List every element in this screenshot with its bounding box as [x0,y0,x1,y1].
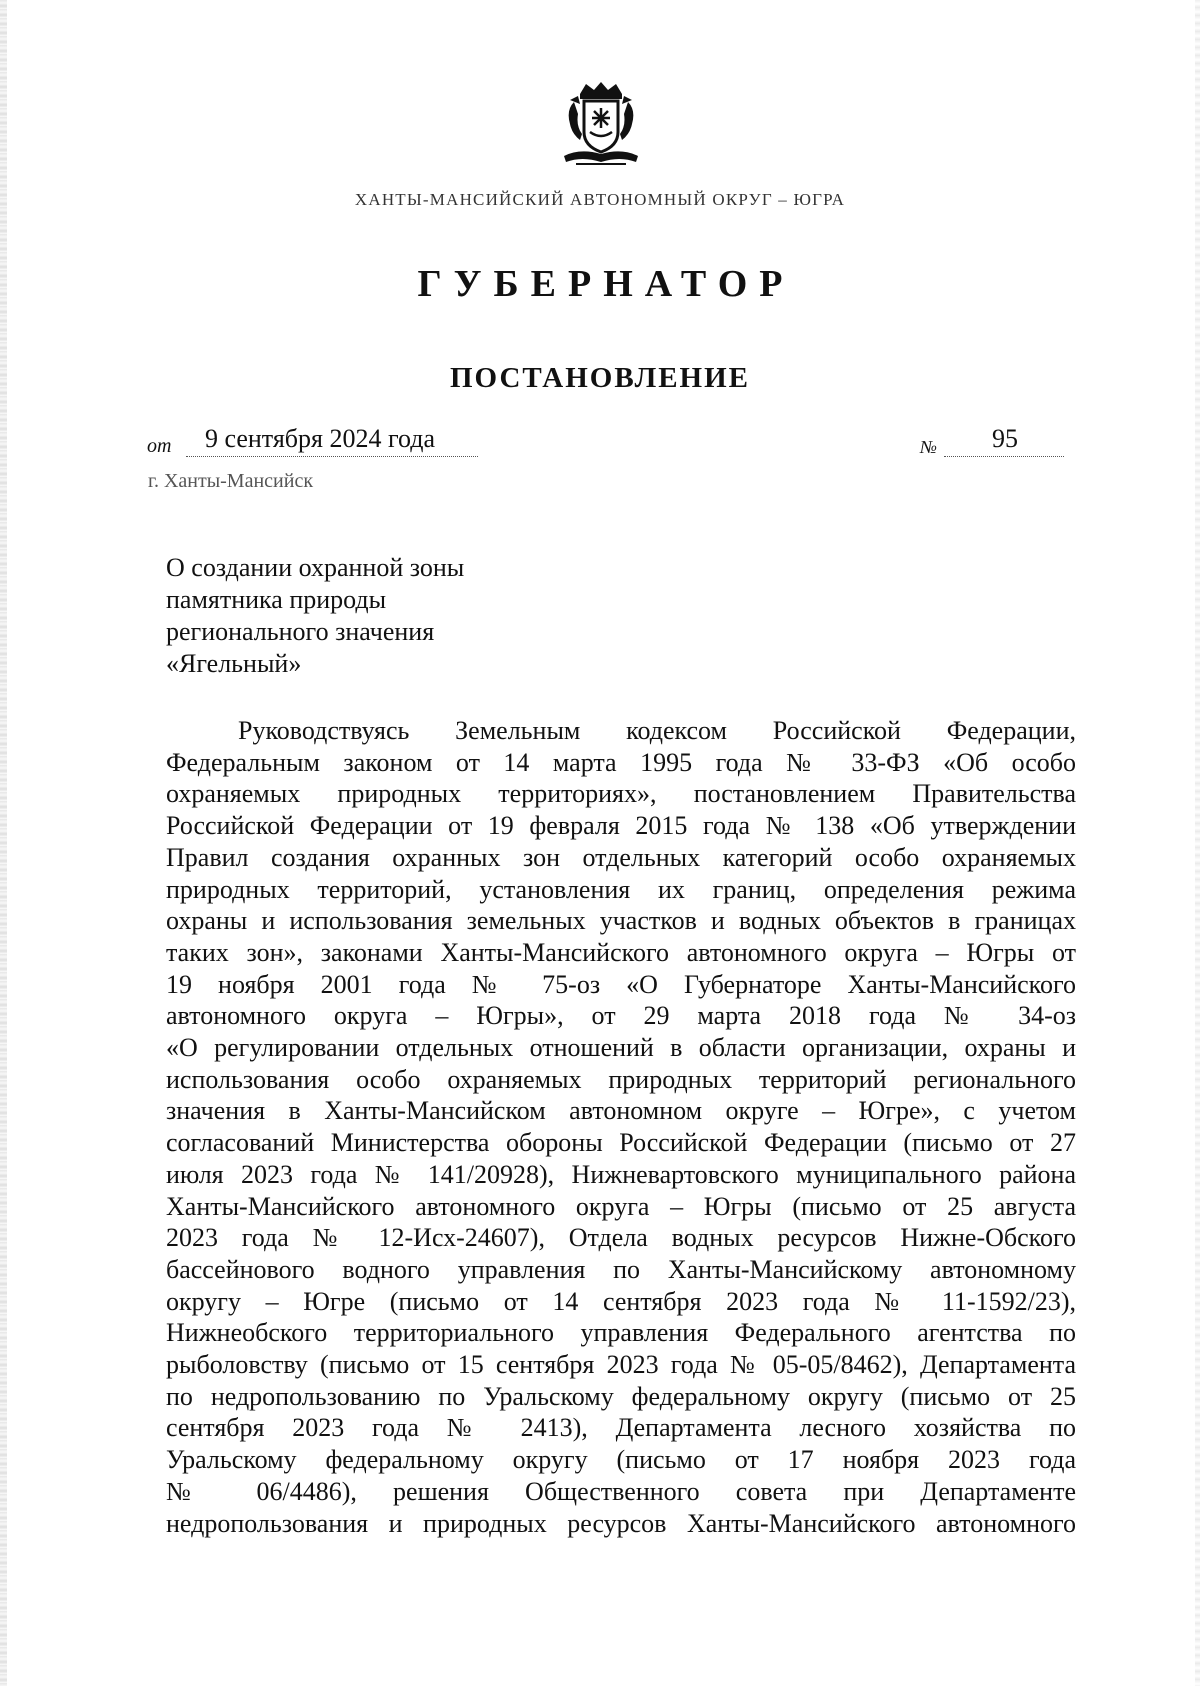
body-line: Ханты-Мансийского автономного округа – Югры (письмо от 25 августа [166,1191,1076,1221]
body-line: округу – Югре (письмо от 14 сентября 2023 года № 11-1592/23), [166,1286,1076,1316]
document-body [166,715,1076,1539]
body-line: охраняемых природных территориях», постановлением Правительства [166,779,1076,809]
body-line: Правил создания охранных зон отдельных категорий особо охраняемых [166,842,1076,872]
body-line: автономного округа – Югры», от 29 марта 2018 года № 34-оз [166,1001,1076,1031]
body-line: таких зон», законами Ханты-Мансийского автономного округа – Югры от [166,937,1076,967]
body-line: согласований Министерства обороны Российской Федерации (письмо от 27 [166,1128,1076,1158]
body-line: природных территорий, установления их границ, определения режима [166,874,1076,904]
body-line: Уральскому федеральному округу (письмо от 17 ноября 2023 года [166,1445,1076,1475]
body-line: по недропользованию по Уральскому федеральному округу (письмо от 25 [166,1381,1076,1411]
body-line: Российской Федерации от 19 февраля 2015 года № 138 «Об утверждении [166,811,1076,841]
subject-line: О создании охранной зоны [166,553,465,582]
body-line: Нижнеобского территориального управления Федерального агентства по [166,1318,1076,1348]
document-subject [166,552,666,680]
body-line: Федеральным законом от 14 марта 1995 года № 33-ФЗ «Об особо [166,747,1076,777]
scan-edge-right [1195,0,1200,1686]
subject-line: памятника природы [166,585,387,614]
body-line: использования особо охраняемых природных территорий регионального [166,1064,1076,1094]
body-line: июля 2023 года № 141/20928), Нижневартовского муниципального района [166,1159,1076,1189]
body-line: «О регулировании отдельных отношений в области организации, охраны и [166,1033,1076,1063]
subject-line: «Ягельный» [166,649,302,678]
document-number: 95 [992,424,1018,453]
number-sign-label: № [920,437,937,457]
region-name: ХАНТЫ-МАНСИЙСКИЙ АВТОНОМНЫЙ ОКРУГ – ЮГРА [354,190,846,209]
body-line: бассейнового водного управления по Ханты-Мансийскому автономному [166,1254,1076,1284]
date-underline [186,456,478,457]
body-line: недропользования и природных ресурсов Ханты-Мансийского автономного [166,1508,1076,1538]
document-date: 9 сентября 2024 года [205,424,436,453]
body-line: Руководствуясь Земельным кодексом Российской Федерации, [238,716,1076,745]
authority-title: ГУБЕРНАТОР [417,263,795,305]
body-line: охраны и использования земельных участков и водных объектов в границах [166,906,1076,936]
body-line: сентября 2023 года № 2413), Департамента лесного хозяйства по [166,1413,1076,1443]
body-line: значения в Ханты-Мансийском автономном округе – Югре», с учетом [166,1096,1076,1126]
document-type-title: ПОСТАНОВЛЕНИЕ [449,362,750,394]
city-of-issue: г. Ханты-Мансийск [148,470,314,492]
body-line: № 06/4486), решения Общественного совета при Департаменте [166,1476,1076,1506]
coat-of-arms-emblem [550,80,652,172]
date-prefix-label: от [147,435,172,457]
body-line: 2023 года № 12-Исх-24607), Отдела водных ресурсов Нижне-Обского [166,1223,1076,1253]
body-line: рыболовству (письмо от 15 сентября 2023 года № 05-05/8462), Департамента [166,1350,1076,1380]
scan-edge-left [0,0,7,1686]
body-line: 19 ноября 2001 года № 75-оз «О Губернаторе Ханты-Мансийского [166,969,1076,999]
subject-line: регионального значения [166,617,435,646]
number-underline [944,456,1064,457]
